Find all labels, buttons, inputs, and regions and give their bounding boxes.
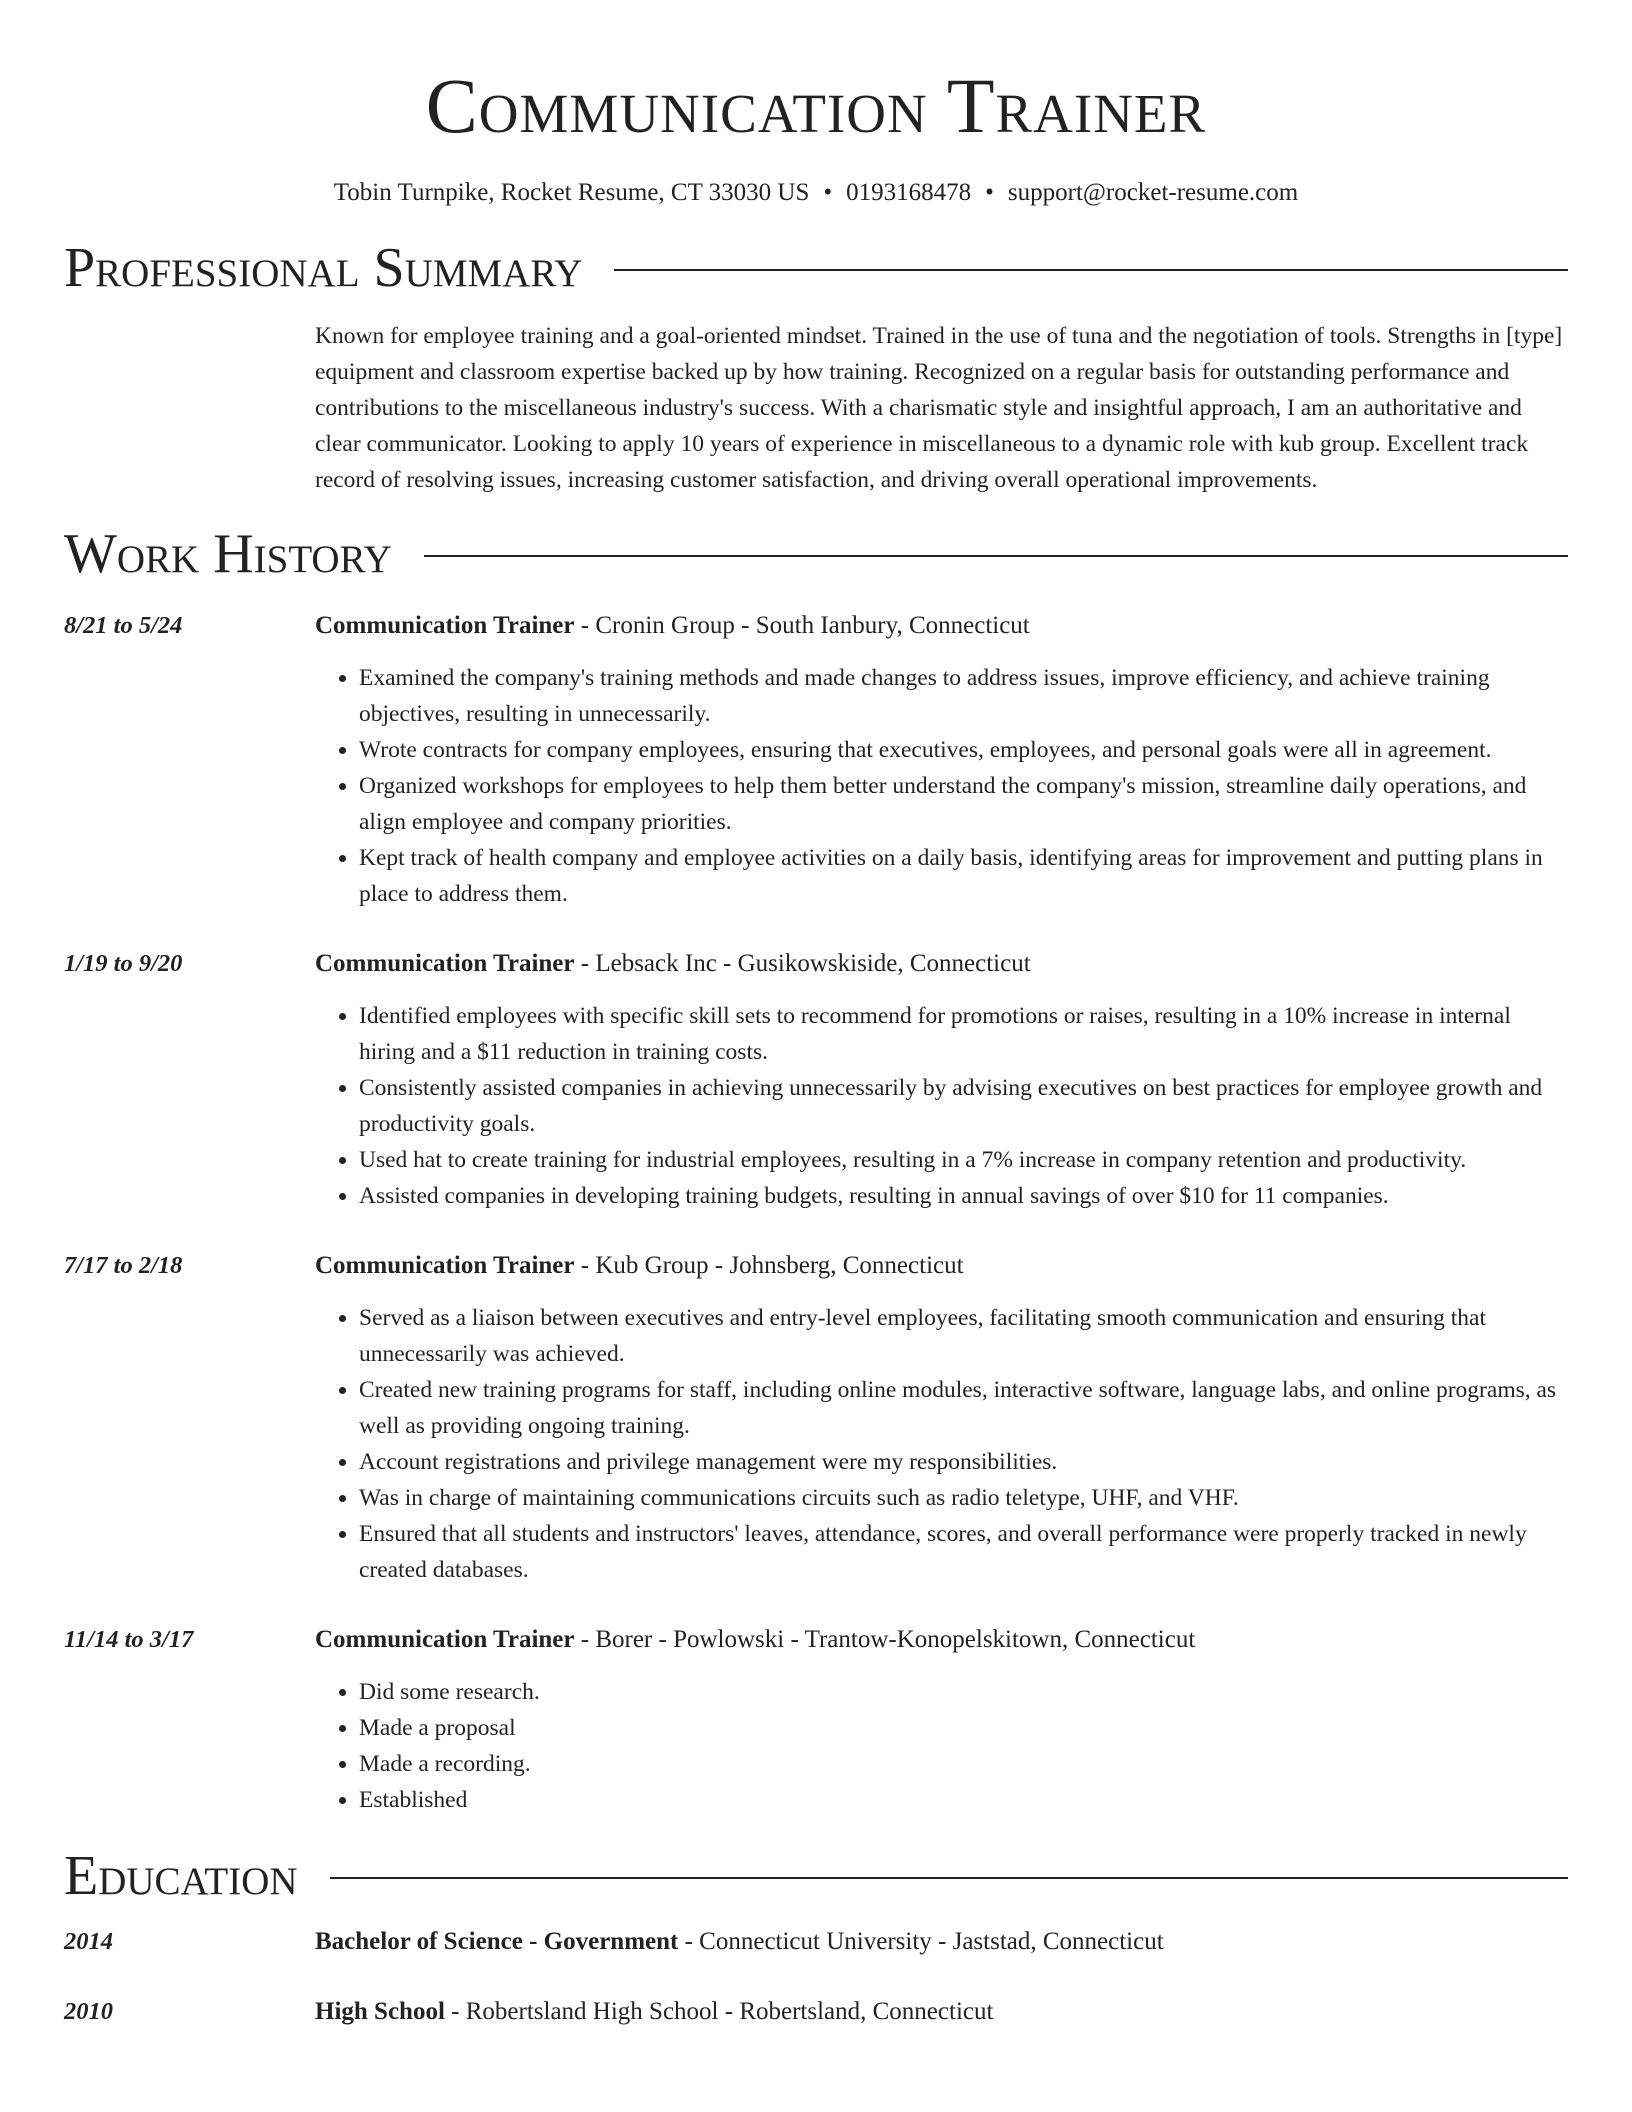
job-body <box>315 608 1568 912</box>
list-item: • Made a recording. <box>359 1746 1568 1782</box>
section-heading: Work History <box>64 523 392 585</box>
education-body <box>315 1994 1568 2030</box>
job-dates: 8/21 to 5/24 <box>64 612 183 639</box>
job-body <box>315 1622 1568 1818</box>
contact-separator: • <box>823 179 833 206</box>
list-item: • Did some research. <box>359 1674 1568 1710</box>
education-details: - Robertsland High School - Robertsland, Connecticut <box>444 1998 994 2025</box>
list-item: • Consistently assisted companies in achieving unnecessarily by advising executives on best practices for employee growth and productivity goals. <box>359 1070 1568 1142</box>
job-entry <box>64 608 1568 912</box>
education-heading <box>315 1924 1568 1960</box>
list-item: • Established <box>359 1782 1568 1818</box>
section-divider <box>330 1877 1568 1879</box>
job-bullets <box>315 1674 1568 1818</box>
education-body <box>315 1924 1568 1960</box>
education-year: 2010 <box>64 1998 113 2025</box>
job-details: - Lebsack Inc - Gusikowskiside, Connecticut <box>574 950 1031 977</box>
summary-text: Known for employee training and a goal-oriented mindset. Trained in the use of tuna and the negotiation of tools. Strengths in [type] equipment and classroom expertise backed up by how training. Recognized on a regular basis for outstanding performance and contributions to the miscellaneous industry's success. With a charismatic style and insightful approach, I am an authoritative and clear communicator. Looking to apply 10 years of experience in miscellaneous to a dynamic role with kub group. Excellent track record of resolving issues, increasing customer satisfaction, and driving overall operational improvements. <box>315 323 1563 493</box>
list-item: • Created new training programs for staff, including online modules, interactive software, language labs, and online programs, as well as providing ongoing training. <box>359 1372 1568 1444</box>
education-heading <box>315 1994 1568 2030</box>
resume-title: Communication Trainer <box>425 62 1207 149</box>
list-item: • Examined the company's training methods and made changes to address issues, improve efficiency, and achieve training objectives, resulting in unnecessarily. <box>359 660 1568 732</box>
list-item: • Account registrations and privilege management were my responsibilities. <box>359 1444 1568 1480</box>
contact-phone: 0193168478 <box>846 179 972 206</box>
section-heading: Professional Summary <box>64 237 583 299</box>
job-entry <box>64 1622 1568 1818</box>
education-degree: High School <box>315 1998 445 2025</box>
job-heading <box>315 608 1568 644</box>
education-degree: Bachelor of Science - Government <box>315 1928 679 1955</box>
job-details: - Kub Group - Johnsberg, Connecticut <box>574 1252 964 1279</box>
section-work-history <box>64 522 1568 586</box>
job-heading <box>315 1622 1568 1658</box>
list-item: • Wrote contracts for company employees, ensuring that executives, employees, and personal goals were all in agreement. <box>359 732 1568 768</box>
contact-email: support@rocket-resume.com <box>1007 179 1299 206</box>
list-item: • Kept track of health company and employee activities on a daily basis, identifying areas for improvement and putting plans in place to address them. <box>359 840 1568 912</box>
section-divider <box>614 269 1568 271</box>
contact-address: Tobin Turnpike, Rocket Resume, CT 33030 US <box>333 179 810 206</box>
section-divider <box>424 555 1568 557</box>
list-item: • Identified employees with specific skill sets to recommend for promotions or raises, resulting in a 10% increase in internal hiring and a $11 reduction in training costs. <box>359 998 1568 1070</box>
job-heading <box>315 946 1568 982</box>
contact-separator: • <box>985 179 994 206</box>
contact-line <box>64 178 1568 208</box>
job-details: - Borer - Powlowski - Trantow-Konopelskitown, Connecticut <box>574 1626 1196 1653</box>
section-heading: Education <box>64 1845 298 1907</box>
job-title: Communication Trainer <box>315 612 575 639</box>
job-dates: 1/19 to 9/20 <box>64 950 183 977</box>
job-dates: 11/14 to 3/17 <box>64 1626 194 1653</box>
section-professional-summary <box>64 236 1568 300</box>
job-body <box>315 1248 1568 1588</box>
job-entry <box>64 946 1568 1214</box>
job-title: Communication Trainer <box>315 1252 575 1279</box>
resume-page <box>64 0 1568 2030</box>
job-title: Communication Trainer <box>315 1626 575 1653</box>
job-dates: 7/17 to 2/18 <box>64 1252 183 1279</box>
section-education <box>64 1844 1568 1908</box>
list-item: • Ensured that all students and instructors' leaves, attendance, scores, and overall performance were properly tracked in newly created databases. <box>359 1516 1568 1588</box>
list-item: • Served as a liaison between executives and entry-level employees, facilitating smooth communication and ensuring that unnecessarily was achieved. <box>359 1300 1568 1372</box>
list-item: • Was in charge of maintaining communications circuits such as radio teletype, UHF, and VHF. <box>359 1480 1568 1516</box>
education-entry <box>64 1924 1568 1960</box>
job-bullets <box>315 1300 1568 1588</box>
job-entry <box>64 1248 1568 1588</box>
job-heading <box>315 1248 1568 1284</box>
job-bullets <box>315 998 1568 1214</box>
job-title: Communication Trainer <box>315 950 575 977</box>
job-body <box>315 946 1568 1214</box>
list-item: • Assisted companies in developing training budgets, resulting in annual savings of over $10 for 11 companies. <box>359 1178 1568 1214</box>
job-details: - Cronin Group - South Ianbury, Connecticut <box>574 612 1030 639</box>
education-entry <box>64 1994 1568 2030</box>
list-item: • Used hat to create training for industrial employees, resulting in a 7% increase in company retention and productivity. <box>359 1142 1568 1178</box>
list-item: • Organized workshops for employees to help them better understand the company's mission, streamline daily operations, and align employee and company priorities. <box>359 768 1568 840</box>
list-item: • Made a proposal <box>359 1710 1568 1746</box>
education-year: 2014 <box>64 1928 113 1955</box>
education-details: - Connecticut University - Jaststad, Connecticut <box>678 1928 1164 1955</box>
job-bullets <box>315 660 1568 912</box>
